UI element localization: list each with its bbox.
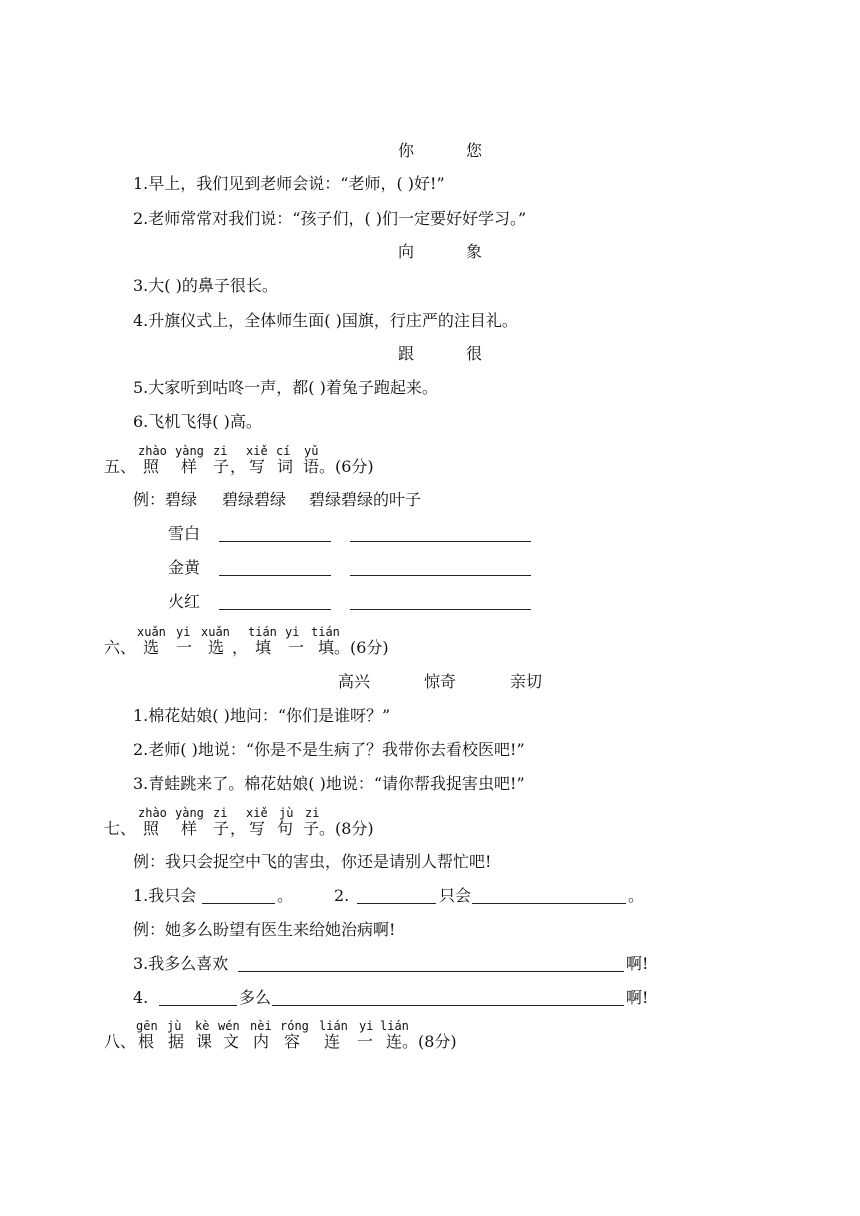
heading-char: 语: [303, 457, 320, 476]
answer-blank[interactable]: [219, 541, 331, 542]
sentence-prompt: 啊!: [626, 954, 649, 973]
heading-char: 写: [249, 457, 266, 476]
heading-char: ，: [230, 457, 247, 476]
heading-char: 子: [213, 819, 230, 838]
question-item: 6.飞机飞得( )高。: [133, 412, 262, 431]
pinyin: yǔ: [304, 444, 319, 458]
pinyin: xuǎn: [201, 625, 230, 639]
heading-char: 样: [181, 457, 198, 476]
word-prompt: 金黄: [168, 558, 201, 577]
sentence-prompt: 多么: [239, 988, 272, 1007]
heading-char: 内: [253, 1032, 270, 1051]
pinyin: gēn: [136, 1019, 158, 1033]
example-word: 碧绿碧绿: [222, 490, 287, 509]
pinyin: yi: [176, 625, 191, 639]
pinyin: cí: [276, 444, 291, 458]
pinyin: tián: [311, 625, 340, 639]
word-choice: 您: [466, 141, 483, 160]
sentence-prompt: 。: [277, 886, 294, 905]
answer-blank[interactable]: [357, 903, 436, 904]
pinyin: róng: [280, 1019, 309, 1033]
pinyin: zi: [213, 806, 228, 820]
heading-char: 词: [277, 457, 294, 476]
answer-blank[interactable]: [472, 903, 626, 904]
pinyin: wén: [218, 1019, 240, 1033]
answer-blank[interactable]: [238, 971, 624, 972]
answer-blank[interactable]: [219, 575, 331, 576]
pinyin: xiě: [246, 444, 268, 458]
heading-char: 一: [176, 638, 193, 657]
example-word: 碧绿碧绿的叶子: [309, 490, 422, 509]
heading-char: 句: [277, 819, 294, 838]
question-item: 2.老师常常对我们说：“孩子们，( )们一定要好好学习。”: [133, 209, 527, 228]
pinyin: zhào: [138, 806, 167, 820]
heading-char: 写: [249, 819, 266, 838]
word-choice: 很: [466, 344, 483, 363]
heading-score: 。(8分): [402, 1032, 457, 1051]
pinyin: zi: [305, 806, 320, 820]
heading-score: 。(8分): [319, 819, 374, 838]
question-item: 3.青蛙跳来了。棉花姑娘( )地说：“请你帮我捉害虫吧!”: [133, 774, 525, 793]
heading-char: 填: [255, 638, 272, 657]
pinyin: jù: [279, 806, 294, 820]
answer-blank[interactable]: [350, 609, 531, 610]
pinyin: zi: [213, 444, 228, 458]
pinyin: tián: [248, 625, 277, 639]
pinyin: yàng: [175, 806, 204, 820]
sentence-prompt: 。: [628, 886, 645, 905]
pinyin: zhào: [138, 444, 167, 458]
heading-char: 一: [357, 1032, 374, 1051]
answer-blank[interactable]: [350, 541, 531, 542]
question-item: 3.大( )的鼻子很长。: [133, 276, 278, 295]
example-sentence: 例：我只会捉空中飞的害虫，你还是请别人帮忙吧!: [133, 852, 492, 871]
word-prompt: 雪白: [168, 524, 201, 543]
sentence-prompt: 只会: [439, 886, 472, 905]
heading-char: 选: [208, 638, 225, 657]
pinyin: yi: [285, 625, 300, 639]
heading-char: 文: [223, 1032, 240, 1051]
example-word: 例：碧绿: [133, 490, 198, 509]
answer-blank[interactable]: [219, 609, 331, 610]
question-item: 4.升旗仪式上，全体师生面( )国旗，行庄严的注目礼。: [133, 311, 518, 330]
pinyin: lián: [380, 1019, 409, 1033]
pinyin: xiě: [246, 806, 268, 820]
heading-char: ，: [232, 638, 249, 657]
example-sentence: 例：她多么盼望有医生来给她治病啊!: [133, 920, 396, 939]
answer-blank[interactable]: [159, 1005, 237, 1006]
pinyin: jù: [167, 1019, 182, 1033]
heading-char: 填: [318, 638, 335, 657]
heading-char: 容: [284, 1032, 301, 1051]
heading-char: 课: [196, 1032, 213, 1051]
sentence-prompt: 2.: [334, 886, 350, 905]
section-number: 八、: [104, 1032, 137, 1051]
heading-char: ，: [230, 819, 247, 838]
heading-char: 连: [324, 1032, 341, 1051]
word-prompt: 火红: [168, 592, 201, 611]
sentence-prompt: 1.我只会: [133, 886, 197, 905]
pinyin: kè: [195, 1019, 210, 1033]
word-choice: 惊奇: [424, 672, 457, 691]
pinyin: xuǎn: [137, 625, 166, 639]
word-choice: 向: [398, 242, 415, 261]
heading-char: 连: [386, 1032, 403, 1051]
sentence-prompt: 啊!: [626, 988, 649, 1007]
pinyin: lián: [319, 1019, 348, 1033]
pinyin: yi: [359, 1019, 374, 1033]
heading-char: 选: [143, 638, 160, 657]
answer-blank[interactable]: [272, 1005, 624, 1006]
question-item: 1.早上，我们见到老师会说：“老师，( )好!”: [133, 174, 445, 193]
heading-score: 。(6分): [334, 638, 389, 657]
heading-score: 。(6分): [319, 457, 374, 476]
question-item: 5.大家听到咕咚一声，都( )着兔子跑起来。: [133, 378, 438, 397]
pinyin: nèi: [250, 1019, 272, 1033]
section-number: 七、: [104, 819, 137, 838]
heading-char: 照: [143, 457, 160, 476]
section-number: 六、: [104, 638, 137, 657]
heading-char: 根: [138, 1032, 155, 1051]
heading-char: 据: [168, 1032, 185, 1051]
question-item: 2.老师( )地说：“你是不是生病了？我带你去看校医吧!”: [133, 740, 525, 759]
word-choice: 亲切: [510, 672, 543, 691]
heading-char: 样: [181, 819, 198, 838]
word-choice: 你: [398, 141, 415, 160]
word-choice: 象: [466, 242, 483, 261]
heading-char: 子: [213, 457, 230, 476]
answer-blank[interactable]: [202, 903, 275, 904]
sentence-prompt: 4.: [133, 988, 149, 1007]
sentence-prompt: 3.我多么喜欢: [133, 954, 229, 973]
heading-char: 子: [303, 819, 320, 838]
question-item: 1.棉花姑娘( )地问：“你们是谁呀？”: [133, 706, 391, 725]
heading-char: 照: [143, 819, 160, 838]
heading-char: 一: [288, 638, 305, 657]
section-number: 五、: [104, 457, 137, 476]
word-choice: 高兴: [338, 672, 371, 691]
answer-blank[interactable]: [350, 575, 531, 576]
word-choice: 跟: [398, 344, 415, 363]
pinyin: yàng: [175, 444, 204, 458]
